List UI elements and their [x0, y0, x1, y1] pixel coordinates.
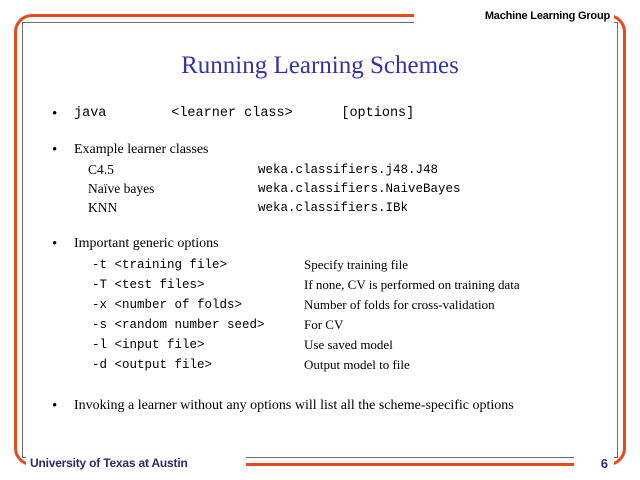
slide-title: Running Learning Schemes	[181, 52, 459, 79]
table-row	[88, 161, 461, 180]
table-row	[92, 256, 520, 276]
table-row	[92, 316, 520, 336]
option-flag: -d <output file>	[92, 358, 213, 372]
option-flag: -s <random number seed>	[92, 318, 265, 332]
learner-name: Naïve bayes	[88, 181, 155, 196]
footer-page-number: 6	[600, 456, 608, 471]
table-row	[92, 296, 520, 316]
table-row	[92, 356, 520, 376]
no-options-note-text: Invoking a learner without any options will list all the scheme-specific options	[74, 398, 514, 413]
option-flag: -l <input file>	[92, 338, 205, 352]
bullet-example-classes	[44, 140, 610, 218]
spacer	[44, 126, 610, 140]
option-flag: -x <number of folds>	[92, 298, 243, 312]
bullet-marker: •	[52, 398, 58, 414]
option-description: For CV	[304, 317, 344, 332]
footer-institution: University of Texas at Austin	[30, 456, 188, 470]
learner-class: weka.classifiers.j48.J48	[258, 163, 439, 177]
example-classes-heading: Example learner classes	[74, 142, 209, 157]
option-description: Number of folds for cross-validation	[304, 297, 495, 312]
option-flag: -T <test files>	[92, 278, 205, 292]
bullet-generic-options	[44, 234, 610, 376]
option-description: Use saved model	[304, 337, 393, 352]
bullet-no-options-note	[44, 396, 610, 416]
bullet-marker: •	[52, 236, 58, 252]
header-group-label: Machine Learning Group	[484, 10, 610, 22]
generic-options-table	[92, 256, 520, 376]
option-description: Output model to file	[304, 357, 410, 372]
learner-class: weka.classifiers.IBk	[258, 201, 409, 215]
learner-name: KNN	[88, 200, 118, 215]
table-row	[92, 276, 520, 296]
bullet-command-line	[44, 104, 610, 124]
option-description: Specify training file	[304, 257, 408, 272]
table-row	[88, 180, 461, 199]
option-flag: -t <training file>	[92, 258, 228, 272]
learner-class: weka.classifiers.NaiveBayes	[258, 182, 461, 196]
option-description: If none, CV is performed on training data	[304, 277, 520, 292]
frame-gap-bottom-right	[574, 454, 614, 472]
example-classes-table	[88, 161, 461, 218]
generic-options-heading: Important generic options	[74, 236, 219, 251]
slide-content	[44, 104, 610, 418]
table-row	[88, 199, 461, 218]
bullet-marker: •	[52, 142, 58, 158]
spacer	[44, 220, 610, 234]
table-row	[92, 336, 520, 356]
command-line-text: java <learner class> [options]	[74, 106, 415, 121]
learner-name: C4.5	[88, 162, 114, 177]
spacer	[44, 378, 610, 396]
bullet-marker: •	[52, 106, 58, 122]
